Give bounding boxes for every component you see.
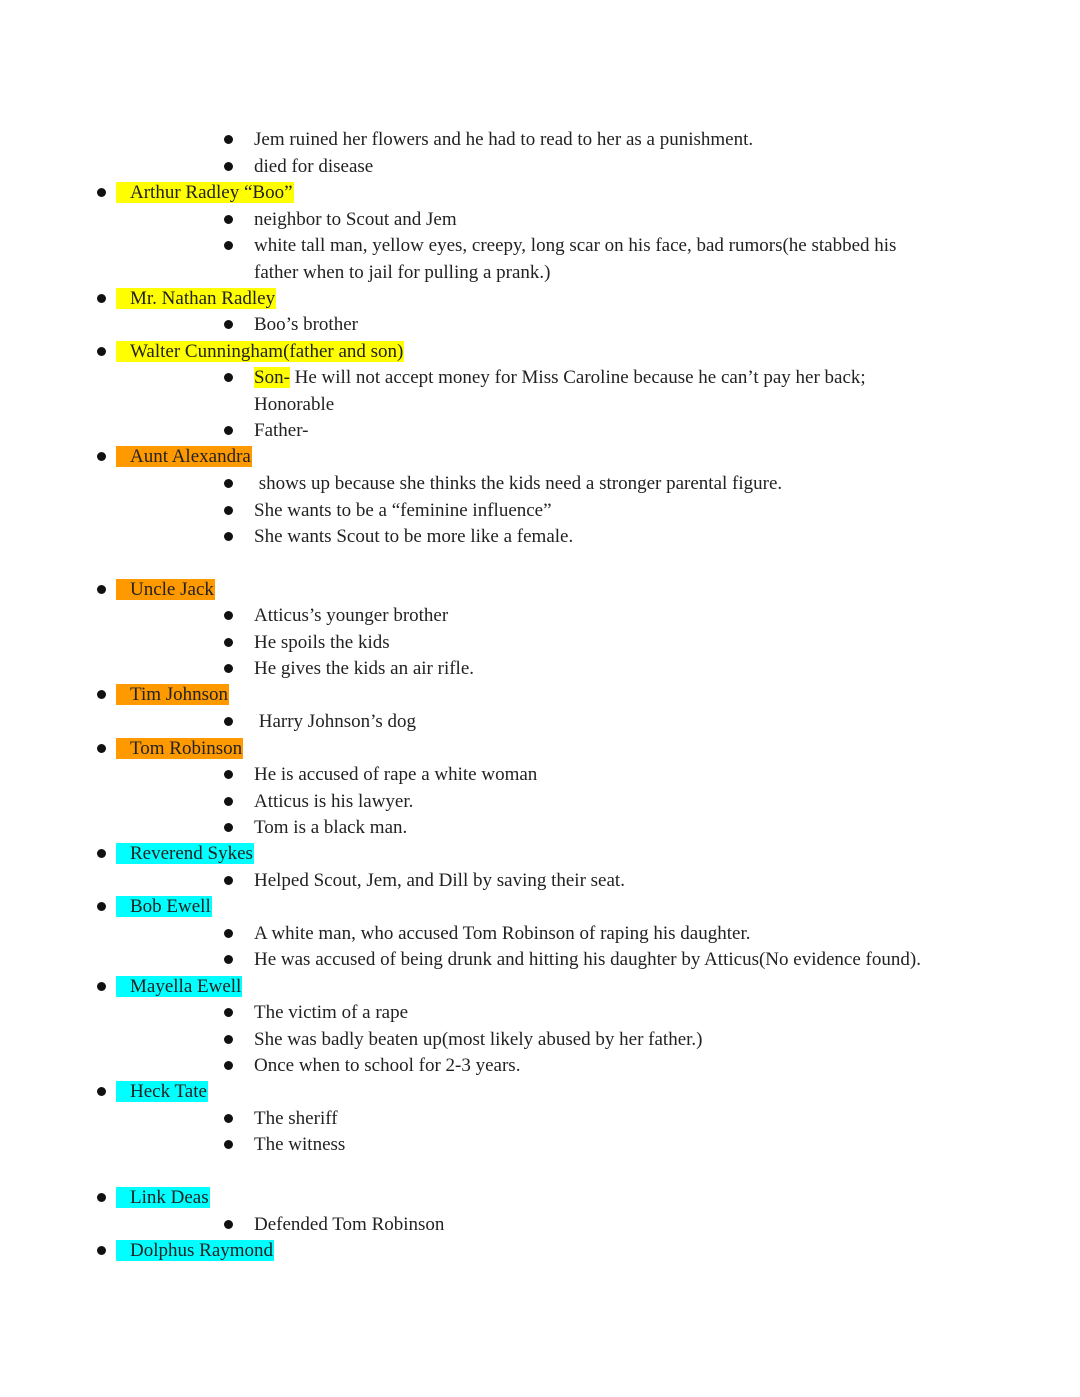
list-item	[221, 232, 896, 259]
character-entry-walter-cunningham	[95, 338, 404, 365]
note-text: Defended Tom Robinson	[254, 1214, 445, 1235]
list-item	[221, 999, 408, 1026]
note-text: He is accused of rape a white woman	[254, 764, 538, 785]
bullet-icon	[97, 1193, 106, 1202]
list-item	[221, 814, 407, 841]
note-text: Boo’s brother	[254, 314, 358, 335]
character-entry-uncle-jack	[95, 576, 215, 603]
list-item	[221, 153, 373, 180]
note-text: He was accused of being drunk and hitting his daughter by Atticus(No evidence found).	[254, 949, 921, 970]
bullet-icon	[97, 347, 106, 356]
bullet-icon	[224, 1140, 233, 1149]
note-text: The victim of a rape	[254, 1002, 409, 1023]
character-entry-dolphus-raymond	[95, 1237, 274, 1264]
list-item	[221, 920, 750, 947]
list-item	[221, 417, 309, 444]
character-name: Dolphus Raymond	[116, 1240, 274, 1261]
list-item	[221, 1105, 338, 1132]
character-name: Mayella Ewell	[116, 976, 242, 997]
bullet-icon	[224, 876, 233, 885]
character-name: Tim Johnson	[116, 684, 229, 705]
list-item	[221, 523, 573, 550]
list-item	[221, 1211, 444, 1238]
list-item	[221, 1026, 703, 1053]
highlight-label: Son-	[254, 367, 290, 388]
character-name: Heck Tate	[116, 1081, 208, 1102]
bullet-icon	[224, 320, 233, 329]
note-text: The witness	[254, 1134, 346, 1155]
note-text: Jem ruined her flowers and he had to read to her as a punishment.	[254, 129, 754, 150]
bullet-icon	[224, 1114, 233, 1123]
note-text: A white man, who accused Tom Robinson of raping his daughter.	[254, 923, 751, 944]
bullet-icon	[224, 823, 233, 832]
note-text: She wants Scout to be more like a female.	[254, 526, 574, 547]
character-name: Reverend Sykes	[116, 843, 254, 864]
bullet-icon	[224, 426, 233, 435]
list-item	[221, 788, 413, 815]
list-item	[221, 311, 358, 338]
bullet-icon	[224, 1220, 233, 1229]
bullet-icon	[224, 135, 233, 144]
bullet-icon	[97, 188, 106, 197]
bullet-icon	[224, 479, 233, 488]
character-name: Walter Cunningham(father and son)	[116, 341, 404, 362]
list-item	[221, 708, 416, 735]
character-entry-arthur-radley	[95, 179, 294, 206]
bullet-icon	[97, 1087, 106, 1096]
note-text: Honorable	[254, 394, 335, 415]
character-name: Bob Ewell	[116, 896, 212, 917]
character-entry-heck-tate	[95, 1078, 208, 1105]
note-text: Father-	[254, 420, 309, 441]
note-text: The sheriff	[254, 1108, 338, 1129]
character-entry-tom-robinson	[95, 735, 243, 762]
list-item	[221, 126, 753, 153]
bullet-icon	[224, 664, 233, 673]
character-entry-link-deas	[95, 1184, 210, 1211]
bullet-icon	[97, 902, 106, 911]
note-text: She wants to be a “feminine influence”	[254, 500, 552, 521]
bullet-icon	[224, 717, 233, 726]
note-text: neighbor to Scout and Jem	[254, 209, 457, 230]
character-name: Tom Robinson	[116, 738, 243, 759]
note-text: shows up because she thinks the kids need a stronger parental figure.	[254, 473, 783, 494]
note-text: He will not accept money for Miss Caroline because he can’t pay her back;	[289, 367, 866, 388]
character-entry-reverend-sykes	[95, 840, 254, 867]
note-text: Atticus’s younger brother	[254, 605, 449, 626]
note-text: She was badly beaten up(most likely abused by her father.)	[254, 1029, 703, 1050]
note-text: He gives the kids an air rifle.	[254, 658, 475, 679]
list-item	[221, 364, 866, 391]
note-text: died for disease	[254, 156, 374, 177]
character-name: Uncle Jack	[116, 579, 215, 600]
list-item	[221, 470, 782, 497]
character-name: Mr. Nathan Radley	[116, 288, 276, 309]
list-item	[221, 655, 474, 682]
bullet-icon	[97, 690, 106, 699]
list-item	[221, 629, 390, 656]
bullet-icon	[224, 532, 233, 541]
list-item	[221, 497, 552, 524]
list-item	[221, 602, 448, 629]
bullet-icon	[97, 744, 106, 753]
list-item	[221, 867, 625, 894]
bullet-icon	[224, 1061, 233, 1070]
bullet-icon	[224, 1008, 233, 1017]
bullet-icon	[224, 929, 233, 938]
note-text: white tall man, yellow eyes, creepy, long scar on his face, bad rumors(he stabbed his	[254, 235, 897, 256]
character-name: Arthur Radley “Boo”	[116, 182, 294, 203]
character-name: Link Deas	[116, 1187, 210, 1208]
character-entry-nathan-radley	[95, 285, 276, 312]
bullet-icon	[97, 849, 106, 858]
list-item	[221, 1131, 345, 1158]
bullet-icon	[224, 611, 233, 620]
note-text: He spoils the kids	[254, 632, 390, 653]
bullet-icon	[224, 241, 233, 250]
character-entry-bob-ewell	[95, 893, 212, 920]
list-item	[221, 206, 457, 233]
bullet-icon	[224, 373, 233, 382]
bullet-icon	[224, 506, 233, 515]
note-text: father when to jail for pulling a prank.)	[254, 262, 551, 283]
bullet-icon	[224, 162, 233, 171]
character-name: Aunt Alexandra	[116, 446, 252, 467]
bullet-icon	[224, 638, 233, 647]
note-text: Helped Scout, Jem, and Dill by saving their seat.	[254, 870, 625, 891]
bullet-icon	[97, 982, 106, 991]
bullet-icon	[224, 955, 233, 964]
note-text: Once when to school for 2-3 years.	[254, 1055, 521, 1076]
character-entry-tim-johnson	[95, 681, 229, 708]
bullet-icon	[224, 770, 233, 779]
bullet-icon	[97, 1246, 106, 1255]
character-entry-aunt-alexandra	[95, 443, 252, 470]
bullet-icon	[224, 797, 233, 806]
bullet-icon	[224, 1035, 233, 1044]
bullet-icon	[97, 294, 106, 303]
list-item-continuation	[254, 391, 334, 418]
note-text: Atticus is his lawyer.	[254, 791, 414, 812]
list-item	[221, 1052, 520, 1079]
list-item	[221, 946, 921, 973]
character-entry-mayella-ewell	[95, 973, 242, 1000]
bullet-icon	[224, 215, 233, 224]
bullet-icon	[97, 585, 106, 594]
bullet-icon	[97, 452, 106, 461]
list-item-continuation	[254, 259, 551, 286]
note-text: Tom is a black man.	[254, 817, 408, 838]
note-text: Harry Johnson’s dog	[254, 711, 417, 732]
list-item	[221, 761, 537, 788]
